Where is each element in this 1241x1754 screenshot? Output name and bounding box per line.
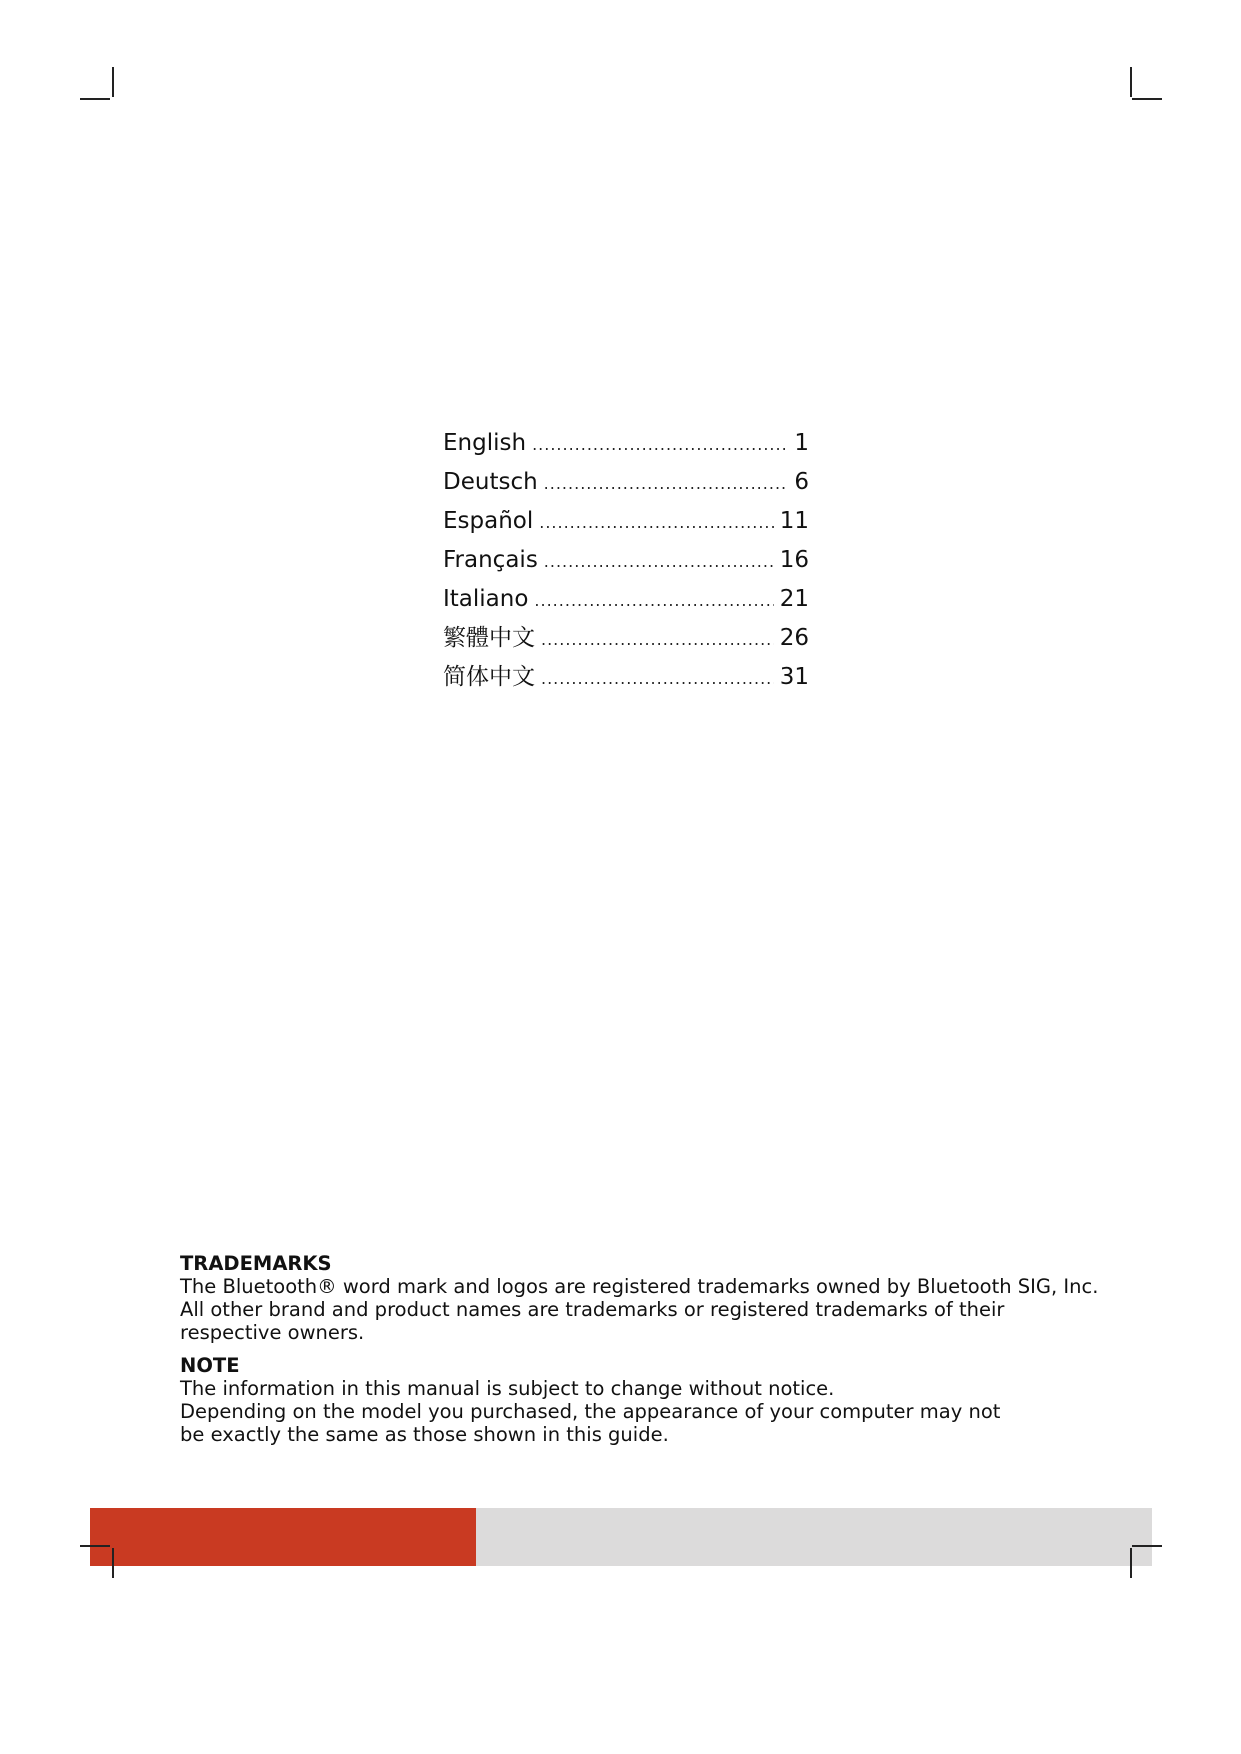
footer-accent-bar (90, 1508, 476, 1566)
toc-page: 1 (794, 430, 809, 456)
toc-page: 6 (794, 469, 809, 495)
crop-mark-bottom-right-v (1130, 1548, 1132, 1578)
crop-mark-bottom-left-h (80, 1545, 110, 1547)
trademarks-heading: TRADEMARKS (180, 1252, 332, 1275)
crop-mark-top-left-h (80, 98, 110, 100)
toc-leader (544, 464, 789, 503)
crop-mark-bottom-left-v (112, 1548, 114, 1578)
trademarks-section (180, 1252, 1100, 1344)
toc-entry-francais[interactable] (443, 541, 809, 580)
toc-label: 繁體中文 (443, 625, 535, 651)
toc-label: English (443, 430, 527, 456)
legal-notes (180, 1252, 1100, 1456)
note-heading: NOTE (180, 1354, 240, 1377)
toc-entry-italiano[interactable] (443, 580, 809, 619)
toc-entry-traditional-chinese[interactable] (443, 619, 809, 658)
toc-entry-simplified-chinese[interactable] (443, 658, 809, 697)
toc-page: 11 (779, 508, 809, 534)
toc-label: Español (443, 508, 534, 534)
toc-page: 31 (779, 664, 809, 690)
toc-page: 21 (779, 586, 809, 612)
toc-label: 简体中文 (443, 664, 535, 690)
note-text: Depending on the model you purchased, the appearance of your computer may not be exactly the same as those shown in this guide. (180, 1400, 1001, 1446)
toc-leader (541, 659, 774, 698)
toc-entry-deutsch[interactable] (443, 463, 809, 502)
toc-leader (532, 425, 788, 464)
toc-entry-english[interactable] (443, 424, 809, 463)
trademarks-text: The Bluetooth® word mark and logos are registered trademarks owned by Bluetooth SIG, Inc. (180, 1275, 1099, 1298)
footer-grey-bar (476, 1508, 1152, 1566)
toc-label: Français (443, 547, 538, 573)
toc-leader (544, 542, 774, 581)
toc-label: Deutsch (443, 469, 538, 495)
toc-leader (534, 581, 773, 620)
toc-page: 16 (779, 547, 809, 573)
note-section (180, 1354, 1100, 1446)
toc-label: Italiano (443, 586, 529, 612)
note-text: The information in this manual is subject to change without notice. (180, 1377, 835, 1400)
toc-leader (541, 620, 774, 659)
crop-mark-top-right-h (1132, 98, 1162, 100)
toc-entry-espanol[interactable] (443, 502, 809, 541)
trademarks-text: All other brand and product names are trademarks or registered trademarks of their respective owners. (180, 1298, 1005, 1344)
toc-leader (539, 503, 773, 542)
crop-mark-bottom-right-h (1132, 1545, 1162, 1547)
crop-mark-top-right-v (1130, 67, 1132, 97)
crop-mark-top-left-v (112, 67, 114, 97)
table-of-contents (443, 424, 809, 697)
toc-page: 26 (779, 625, 809, 651)
